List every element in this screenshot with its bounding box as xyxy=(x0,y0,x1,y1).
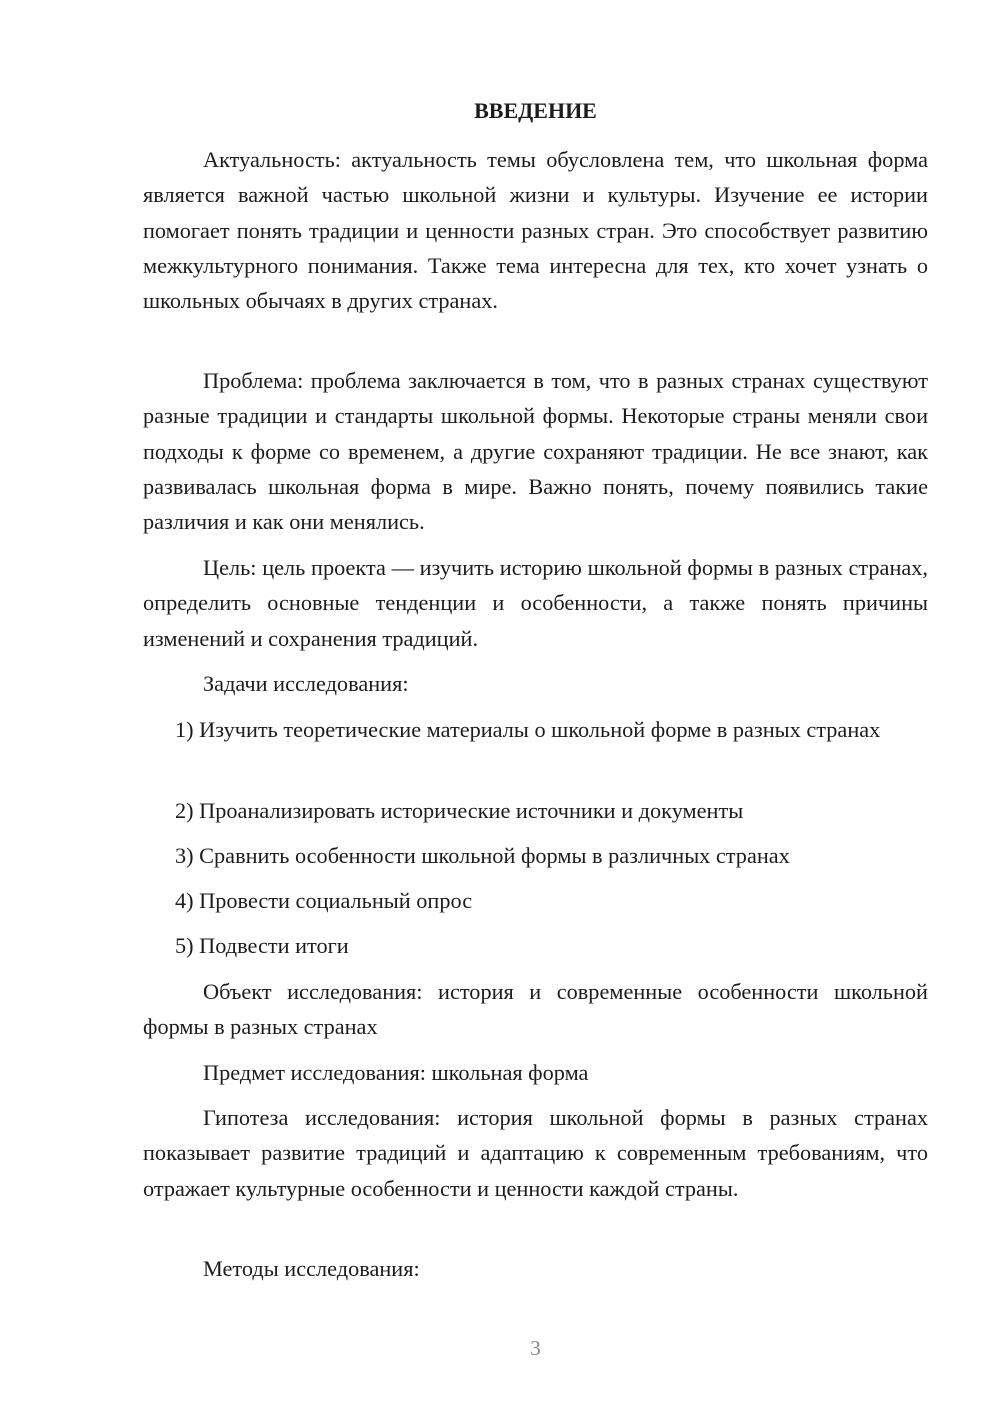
hypothesis-paragraph: Гипотеза исследования: история школьной формы в разных странах показывает развитие традиций и адаптацию к современным требованиям, что отражает культурные особенности и ценности каждой страны. xyxy=(143,1105,928,1201)
problem-paragraph: Проблема: проблема заключается в том, что в разных странах существуют разные традиции и стандарты школьной формы. Некоторые страны меняли свои подходы к форме со временем, а другие сохраняют традиции. Не все знают, как развивалась школьная форма в мире. Важно понять, почему появились такие различия и как они менялись. xyxy=(143,368,928,535)
task-item-1: 1) Изучить теоретические материалы о школьной форме в разных странах xyxy=(175,717,881,742)
task-item-5: 5) Подвести итоги xyxy=(175,933,349,958)
task-item-4: 4) Провести социальный опрос xyxy=(175,888,473,913)
methods-heading: Методы исследования: xyxy=(203,1256,420,1281)
page-title: ВВЕДЕНИЕ xyxy=(474,98,597,123)
page-number: 3 xyxy=(530,1336,541,1360)
goal-paragraph: Цель: цель проекта — изучить историю школьной формы в разных странах, определить основные тенденции и особенности, а также понять причины изменений и сохранения традиций. xyxy=(143,555,928,651)
task-item-3: 3) Сравнить особенности школьной формы в различных странах xyxy=(175,843,790,868)
task-item-2: 2) Проанализировать исторические источники и документы xyxy=(175,798,744,823)
subject-paragraph: Предмет исследования: школьная форма xyxy=(203,1060,589,1085)
object-paragraph: Объект исследования: история и современные особенности школьной формы в разных странах xyxy=(143,979,928,1040)
tasks-heading: Задачи исследования: xyxy=(203,671,409,696)
relevance-paragraph: Актуальность: актуальность темы обусловлена тем, что школьная форма является важной частью школьной жизни и культуры. Изучение ее истории помогает понять традиции и ценности разных стран. Это способствует развитию межкультурного понимания. Также тема интересна для тех, кто хочет узнать о школьных обычаях в других странах. xyxy=(143,147,928,314)
document-page xyxy=(143,0,928,1414)
